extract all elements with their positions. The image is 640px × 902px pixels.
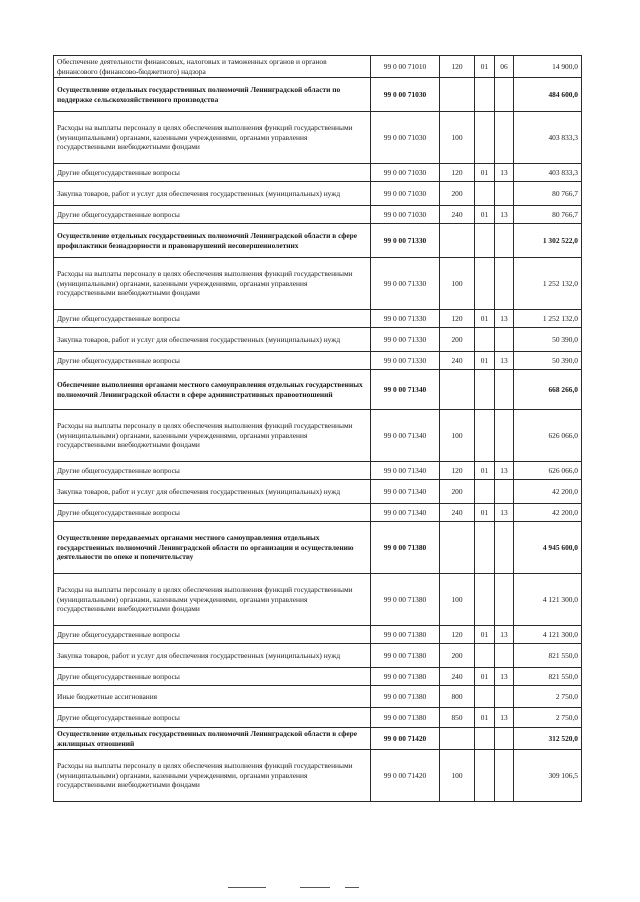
row-amount-cell: 1 252 132,0 — [514, 258, 582, 310]
page-footer-line — [345, 887, 359, 888]
row-amount-cell: 80 766,7 — [514, 182, 582, 206]
row-section-cell — [475, 644, 495, 668]
table-row — [54, 258, 582, 310]
row-subsection-cell — [495, 410, 514, 462]
row-amount-cell: 42 200,0 — [514, 504, 582, 522]
row-section-cell: 01 — [475, 56, 495, 78]
row-subsection-cell — [495, 522, 514, 574]
row-code-cell: 99 0 00 71380 — [371, 668, 440, 686]
row-subsection-cell: 13 — [495, 310, 514, 328]
row-amount-cell: 821 550,0 — [514, 668, 582, 686]
row-code-cell: 99 0 00 71380 — [371, 644, 440, 668]
row-name-cell: Осуществление отдельных государственных полномочий Ленинградской области по поддержке сельскохозяйственного производства — [54, 78, 371, 112]
row-amount-cell: 50 390,0 — [514, 328, 582, 352]
row-amount-cell: 626 066,0 — [514, 462, 582, 480]
row-amount-cell: 626 066,0 — [514, 410, 582, 462]
row-code-cell: 99 0 00 71380 — [371, 522, 440, 574]
budget-table-body — [54, 56, 582, 802]
row-amount-cell: 668 266,0 — [514, 370, 582, 410]
table-row — [54, 626, 582, 644]
row-code-cell: 99 0 00 71340 — [371, 462, 440, 480]
row-section-cell: 01 — [475, 310, 495, 328]
row-name-cell: Другие общегосударственные вопросы — [54, 206, 371, 224]
row-name-cell: Другие общегосударственные вопросы — [54, 626, 371, 644]
row-expense-type-cell: 240 — [440, 352, 475, 370]
row-amount-cell: 50 390,0 — [514, 352, 582, 370]
row-expense-type-cell: 200 — [440, 182, 475, 206]
row-name-cell: Закупка товаров, работ и услуг для обеспечения государственных (муниципальных) нужд — [54, 328, 371, 352]
row-amount-cell: 312 520,0 — [514, 728, 582, 750]
table-row — [54, 206, 582, 224]
row-section-cell: 01 — [475, 626, 495, 644]
row-expense-type-cell — [440, 728, 475, 750]
row-name-cell: Расходы на выплаты персоналу в целях обеспечения выполнения функций государственными (муниципальными) органами, казенными учреждениями, органами управления государственными внебюджетными фондами — [54, 112, 371, 164]
row-section-cell: 01 — [475, 668, 495, 686]
row-name-cell: Обеспечение деятельности финансовых, налоговых и таможенных органов и органов финансового (финансово-бюджетного) надзора — [54, 56, 371, 78]
row-name-cell: Осуществление отдельных государственных полномочий Ленинградской области в сфере профилактики безнадзорности и правонарушений несовершеннолетних — [54, 224, 371, 258]
row-section-cell — [475, 78, 495, 112]
row-subsection-cell: 13 — [495, 504, 514, 522]
row-code-cell: 99 0 00 71330 — [371, 352, 440, 370]
table-row — [54, 750, 582, 802]
row-subsection-cell: 13 — [495, 352, 514, 370]
table-row — [54, 686, 582, 708]
row-amount-cell: 14 900,0 — [514, 56, 582, 78]
row-subsection-cell — [495, 258, 514, 310]
row-code-cell: 99 0 00 71340 — [371, 504, 440, 522]
row-amount-cell: 1 252 132,0 — [514, 310, 582, 328]
row-section-cell — [475, 112, 495, 164]
row-subsection-cell: 13 — [495, 668, 514, 686]
row-subsection-cell: 06 — [495, 56, 514, 78]
row-name-cell: Расходы на выплаты персоналу в целях обеспечения выполнения функций государственными (муниципальными) органами, казенными учреждениями, органами управления государственными внебюджетными фондами — [54, 410, 371, 462]
row-section-cell — [475, 522, 495, 574]
row-code-cell: 99 0 00 71030 — [371, 206, 440, 224]
row-section-cell — [475, 728, 495, 750]
row-subsection-cell — [495, 370, 514, 410]
row-subsection-cell — [495, 480, 514, 504]
table-row — [54, 182, 582, 206]
table-row — [54, 480, 582, 504]
row-amount-cell: 42 200,0 — [514, 480, 582, 504]
row-section-cell: 01 — [475, 462, 495, 480]
row-amount-cell: 1 302 522,0 — [514, 224, 582, 258]
row-code-cell: 99 0 00 71420 — [371, 750, 440, 802]
row-expense-type-cell: 200 — [440, 328, 475, 352]
row-code-cell: 99 0 00 71340 — [371, 480, 440, 504]
row-expense-type-cell: 120 — [440, 462, 475, 480]
row-section-cell — [475, 480, 495, 504]
row-section-cell: 01 — [475, 206, 495, 224]
row-amount-cell: 484 600,0 — [514, 78, 582, 112]
table-row — [54, 370, 582, 410]
row-amount-cell: 80 766,7 — [514, 206, 582, 224]
row-name-cell: Другие общегосударственные вопросы — [54, 504, 371, 522]
row-section-cell: 01 — [475, 708, 495, 728]
row-code-cell: 99 0 00 71030 — [371, 164, 440, 182]
row-section-cell — [475, 750, 495, 802]
page-footer-line — [228, 887, 266, 888]
row-subsection-cell — [495, 112, 514, 164]
row-subsection-cell: 13 — [495, 708, 514, 728]
row-subsection-cell — [495, 328, 514, 352]
table-row — [54, 164, 582, 182]
row-subsection-cell: 13 — [495, 626, 514, 644]
row-subsection-cell — [495, 78, 514, 112]
row-expense-type-cell: 120 — [440, 164, 475, 182]
row-expense-type-cell: 100 — [440, 410, 475, 462]
row-section-cell — [475, 574, 495, 626]
row-subsection-cell — [495, 574, 514, 626]
table-row — [54, 78, 582, 112]
row-name-cell: Закупка товаров, работ и услуг для обеспечения государственных (муниципальных) нужд — [54, 480, 371, 504]
row-name-cell: Закупка товаров, работ и услуг для обеспечения государственных (муниципальных) нужд — [54, 182, 371, 206]
row-subsection-cell: 13 — [495, 164, 514, 182]
row-expense-type-cell: 120 — [440, 56, 475, 78]
row-expense-type-cell — [440, 370, 475, 410]
row-code-cell: 99 0 00 71380 — [371, 686, 440, 708]
table-row — [54, 668, 582, 686]
row-code-cell: 99 0 00 71330 — [371, 328, 440, 352]
row-section-cell: 01 — [475, 352, 495, 370]
row-name-cell: Обеспечение выполнения органами местного самоуправления отдельных государственных полномочий Ленинградской области в сфере административных правоотношений — [54, 370, 371, 410]
row-name-cell: Расходы на выплаты персоналу в целях обеспечения выполнения функций государственными (муниципальными) органами, казенными учреждениями, органами управления государственными внебюджетными фондами — [54, 750, 371, 802]
row-code-cell: 99 0 00 71330 — [371, 258, 440, 310]
table-row — [54, 224, 582, 258]
row-expense-type-cell: 120 — [440, 310, 475, 328]
row-amount-cell: 2 750,0 — [514, 686, 582, 708]
budget-table — [53, 55, 582, 802]
table-row — [54, 462, 582, 480]
row-name-cell: Другие общегосударственные вопросы — [54, 164, 371, 182]
row-section-cell — [475, 410, 495, 462]
row-amount-cell: 403 833,3 — [514, 112, 582, 164]
row-name-cell: Осуществление передаваемых органами местного самоуправления отдельных государственных полномочий Ленинградской области по организации и осуществлению деятельности по опеке и попечительству — [54, 522, 371, 574]
row-section-cell: 01 — [475, 504, 495, 522]
row-expense-type-cell: 240 — [440, 206, 475, 224]
row-name-cell: Иные бюджетные ассигнования — [54, 686, 371, 708]
row-expense-type-cell: 240 — [440, 668, 475, 686]
row-expense-type-cell: 100 — [440, 574, 475, 626]
page-footer-line — [300, 887, 330, 888]
row-code-cell: 99 0 00 71030 — [371, 78, 440, 112]
row-expense-type-cell: 100 — [440, 112, 475, 164]
row-expense-type-cell: 100 — [440, 258, 475, 310]
row-section-cell — [475, 258, 495, 310]
table-row — [54, 504, 582, 522]
row-name-cell: Другие общегосударственные вопросы — [54, 668, 371, 686]
row-expense-type-cell: 120 — [440, 626, 475, 644]
table-row — [54, 112, 582, 164]
row-expense-type-cell: 100 — [440, 750, 475, 802]
table-row — [54, 574, 582, 626]
row-subsection-cell — [495, 224, 514, 258]
row-amount-cell: 4 121 300,0 — [514, 626, 582, 644]
row-amount-cell: 2 750,0 — [514, 708, 582, 728]
row-code-cell: 99 0 00 71380 — [371, 574, 440, 626]
table-row — [54, 644, 582, 668]
row-name-cell: Другие общегосударственные вопросы — [54, 708, 371, 728]
row-code-cell: 99 0 00 71380 — [371, 708, 440, 728]
row-expense-type-cell: 240 — [440, 504, 475, 522]
row-expense-type-cell: 200 — [440, 644, 475, 668]
row-code-cell: 99 0 00 71330 — [371, 224, 440, 258]
row-section-cell — [475, 686, 495, 708]
row-section-cell — [475, 224, 495, 258]
table-row — [54, 310, 582, 328]
row-code-cell: 99 0 00 71340 — [371, 410, 440, 462]
row-amount-cell: 4 945 600,0 — [514, 522, 582, 574]
table-row — [54, 328, 582, 352]
table-row — [54, 56, 582, 78]
row-name-cell: Другие общегосударственные вопросы — [54, 310, 371, 328]
row-section-cell — [475, 370, 495, 410]
row-code-cell: 99 0 00 71010 — [371, 56, 440, 78]
row-amount-cell: 821 550,0 — [514, 644, 582, 668]
row-name-cell: Осуществление отдельных государственных полномочий Ленинградской области в сфере жилищных отношений — [54, 728, 371, 750]
row-name-cell: Другие общегосударственные вопросы — [54, 462, 371, 480]
row-code-cell: 99 0 00 71030 — [371, 112, 440, 164]
row-amount-cell: 403 833,3 — [514, 164, 582, 182]
row-expense-type-cell — [440, 522, 475, 574]
row-subsection-cell: 13 — [495, 206, 514, 224]
row-section-cell — [475, 328, 495, 352]
row-subsection-cell — [495, 728, 514, 750]
row-name-cell: Расходы на выплаты персоналу в целях обеспечения выполнения функций государственными (муниципальными) органами, казенными учреждениями, органами управления государственными внебюджетными фондами — [54, 258, 371, 310]
row-amount-cell: 4 121 300,0 — [514, 574, 582, 626]
row-subsection-cell — [495, 182, 514, 206]
row-expense-type-cell: 200 — [440, 480, 475, 504]
row-name-cell: Другие общегосударственные вопросы — [54, 352, 371, 370]
row-name-cell: Расходы на выплаты персоналу в целях обеспечения выполнения функций государственными (муниципальными) органами, казенными учреждениями, органами управления государственными внебюджетными фондами — [54, 574, 371, 626]
row-code-cell: 99 0 00 71340 — [371, 370, 440, 410]
row-amount-cell: 309 106,5 — [514, 750, 582, 802]
row-expense-type-cell — [440, 78, 475, 112]
row-expense-type-cell: 800 — [440, 686, 475, 708]
row-name-cell: Закупка товаров, работ и услуг для обеспечения государственных (муниципальных) нужд — [54, 644, 371, 668]
row-code-cell: 99 0 00 71330 — [371, 310, 440, 328]
table-row — [54, 522, 582, 574]
table-row — [54, 728, 582, 750]
row-expense-type-cell — [440, 224, 475, 258]
row-section-cell: 01 — [475, 164, 495, 182]
row-expense-type-cell: 850 — [440, 708, 475, 728]
row-subsection-cell — [495, 750, 514, 802]
table-row — [54, 352, 582, 370]
row-code-cell: 99 0 00 71420 — [371, 728, 440, 750]
row-code-cell: 99 0 00 71030 — [371, 182, 440, 206]
row-subsection-cell — [495, 686, 514, 708]
table-row — [54, 708, 582, 728]
row-section-cell — [475, 182, 495, 206]
table-row — [54, 410, 582, 462]
row-subsection-cell — [495, 644, 514, 668]
row-subsection-cell: 13 — [495, 462, 514, 480]
row-code-cell: 99 0 00 71380 — [371, 626, 440, 644]
